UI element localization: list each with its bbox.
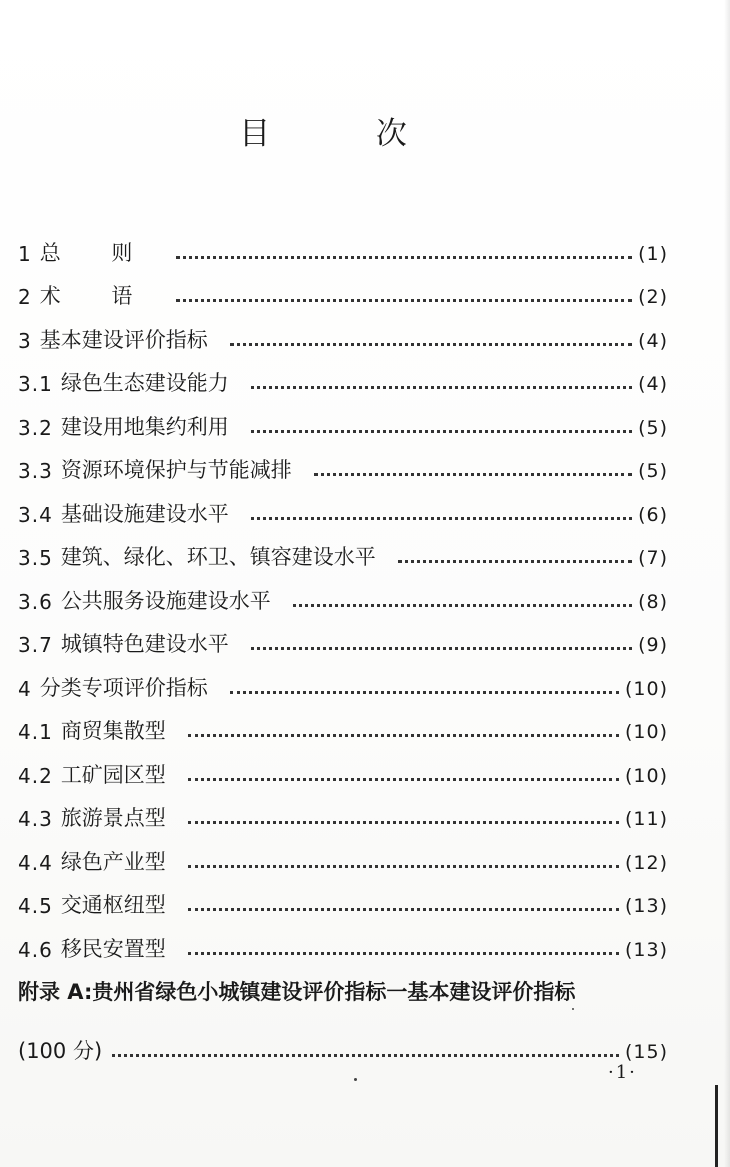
dot-leader xyxy=(176,256,632,259)
toc-entry-appendix-a[interactable] xyxy=(18,960,668,1006)
table-of-contents xyxy=(18,220,668,1062)
toc-entry-number: 3 xyxy=(18,328,32,353)
toc-entry-4[interactable] xyxy=(18,655,668,699)
dot-leader xyxy=(251,386,632,389)
dot-leader xyxy=(251,517,632,520)
toc-entry-3-3[interactable] xyxy=(18,438,668,482)
appendix-continuation: (100 分) xyxy=(18,1038,103,1063)
dot-leader xyxy=(230,691,619,694)
toc-entry-appendix-a-cont[interactable] xyxy=(18,1006,668,1062)
toc-entry-page: (9) xyxy=(638,634,668,656)
dot-leader xyxy=(112,1054,619,1057)
toc-entry-number: 1 xyxy=(18,241,32,266)
page-number: ·1· xyxy=(608,1062,637,1083)
dot-leader xyxy=(398,560,632,563)
dot-leader xyxy=(230,343,632,346)
toc-entry-page: (7) xyxy=(638,547,668,569)
toc-entry-page: (15) xyxy=(624,1040,668,1063)
scan-speck xyxy=(572,1008,574,1010)
toc-entry-number: 4.3 xyxy=(18,807,53,831)
toc-entry-label: 基本建设评价指标 xyxy=(39,327,208,352)
toc-entry-label: 绿色生态建设能力 xyxy=(60,371,229,395)
toc-entry-label: 旅游景点型 xyxy=(60,806,166,830)
toc-entry-number: 3.5 xyxy=(18,546,53,570)
toc-entry-3-6[interactable] xyxy=(18,568,668,612)
toc-entry-label: 建筑、绿化、环卫、镇容建设水平 xyxy=(60,545,376,569)
toc-entry-page: (10) xyxy=(624,764,668,787)
toc-entry-page: (4) xyxy=(638,373,668,395)
dot-leader xyxy=(293,604,632,607)
toc-entry-page: (6) xyxy=(638,503,668,526)
toc-entry-number: 3.7 xyxy=(18,633,53,657)
toc-entry-number: 4.1 xyxy=(18,720,53,744)
toc-entry-label: 分类专项评价指标 xyxy=(39,675,208,700)
toc-entry-3-7[interactable] xyxy=(18,612,668,656)
toc-entry-4-2[interactable] xyxy=(18,742,668,786)
toc-entry-label: 移民安置型 xyxy=(60,936,166,961)
toc-entry-label: 商贸集散型 xyxy=(60,719,166,743)
toc-entry-page: (5) xyxy=(638,460,668,482)
toc-entry-number: 4.2 xyxy=(18,763,53,788)
toc-entry-label: 建设用地集约利用 xyxy=(60,414,229,439)
scan-speck xyxy=(354,1078,357,1081)
toc-entry-4-3[interactable] xyxy=(18,786,668,830)
toc-entry-number: 3.6 xyxy=(18,589,53,614)
toc-entry-label: 公共服务设施建设水平 xyxy=(60,588,271,613)
toc-entry-page: (8) xyxy=(638,590,668,613)
toc-entry-number: 4.4 xyxy=(18,850,53,875)
toc-entry-page: (12) xyxy=(624,851,668,874)
toc-entry-page: (13) xyxy=(624,938,668,961)
toc-entry-4-4[interactable] xyxy=(18,829,668,873)
toc-entry-3-1[interactable] xyxy=(18,351,668,395)
toc-entry-4-6[interactable] xyxy=(18,916,668,960)
toc-entry-page: (11) xyxy=(624,808,668,830)
toc-entry-label: 总 则 xyxy=(39,240,155,265)
toc-entry-3[interactable] xyxy=(18,307,668,351)
toc-entry-number: 3.3 xyxy=(18,459,53,483)
toc-entry-number: 3.1 xyxy=(18,372,53,396)
toc-entry-page: (4) xyxy=(638,329,668,352)
dot-leader xyxy=(251,647,632,650)
dot-leader xyxy=(188,821,619,824)
toc-entry-page: (5) xyxy=(638,416,668,439)
toc-entry-page: (1) xyxy=(638,242,668,265)
dot-leader xyxy=(188,865,619,868)
dot-leader xyxy=(251,430,632,433)
toc-entry-3-2[interactable] xyxy=(18,394,668,438)
toc-entry-4-1[interactable] xyxy=(18,699,668,743)
toc-entry-number: 4.6 xyxy=(18,937,53,962)
toc-entry-label: 术 语 xyxy=(39,284,155,308)
toc-entry-2[interactable] xyxy=(18,264,668,308)
dot-leader xyxy=(176,299,632,302)
toc-entry-label: 城镇特色建设水平 xyxy=(60,632,229,656)
toc-entry-label: 工矿园区型 xyxy=(60,762,166,787)
toc-entry-label: 交通枢纽型 xyxy=(60,893,166,917)
toc-entry-number: 3.4 xyxy=(18,502,53,527)
toc-entry-page: (2) xyxy=(638,286,668,308)
toc-entry-number: 4.5 xyxy=(18,894,53,918)
dot-leader xyxy=(188,908,619,911)
toc-entry-label: 资源环境保护与节能减排 xyxy=(60,458,292,482)
page-title: 目 次 xyxy=(239,116,455,152)
toc-entry-page: (10) xyxy=(624,677,668,700)
toc-entry-1[interactable] xyxy=(18,220,668,264)
dot-leader xyxy=(188,952,619,955)
binding-edge-line xyxy=(715,1085,718,1167)
toc-entry-page: (13) xyxy=(624,895,668,917)
toc-entry-page: (10) xyxy=(624,721,668,743)
dot-leader xyxy=(188,778,619,781)
appendix-label: 附录 A:贵州省绿色小城镇建设评价指标一基本建设评价指标 xyxy=(18,979,576,1004)
dot-leader xyxy=(314,473,632,476)
toc-entry-number: 2 xyxy=(18,285,32,309)
toc-entry-3-5[interactable] xyxy=(18,525,668,569)
page-edge-shadow xyxy=(724,0,730,1167)
toc-entry-number: 3.2 xyxy=(18,415,53,440)
toc-entry-label: 基础设施建设水平 xyxy=(60,501,229,526)
toc-entry-label: 绿色产业型 xyxy=(60,849,166,874)
toc-entry-3-4[interactable] xyxy=(18,481,668,525)
toc-entry-4-5[interactable] xyxy=(18,873,668,917)
dot-leader xyxy=(188,734,619,737)
toc-entry-number: 4 xyxy=(18,676,32,701)
